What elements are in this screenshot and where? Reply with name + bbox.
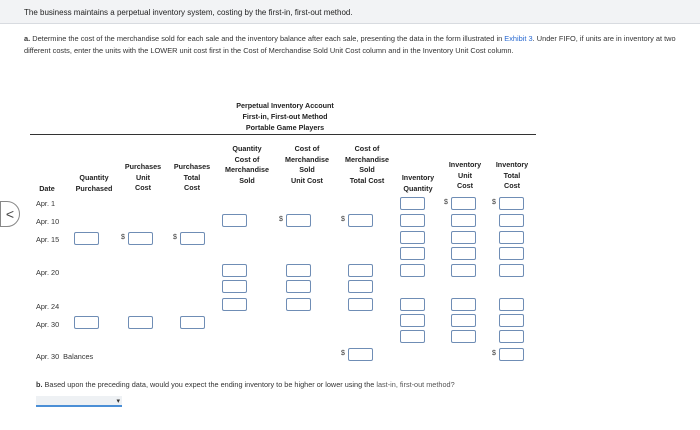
part-b-text: Based upon the preceding data, would you expect the ending inventory to be higher or lower using the <box>42 380 377 389</box>
inventory-unit-cost-input[interactable] <box>451 330 476 343</box>
cms-quantity-input[interactable] <box>222 264 247 277</box>
inventory-unit-cost-input[interactable] <box>451 231 476 244</box>
inventory-total-cost-input[interactable] <box>499 330 524 343</box>
inventory-unit-cost-input[interactable] <box>451 214 476 227</box>
part-a-text: Determine the cost of the merchandise sold for each sale and the inventory balance after each sale, presenting the data in the form illustrated in <box>30 34 505 43</box>
purchase-total-cost-input[interactable] <box>180 232 205 245</box>
inventory-quantity-input[interactable] <box>400 197 425 210</box>
row-date-apr-10: Apr. 10 <box>36 217 60 226</box>
currency-sign: $ <box>341 350 345 357</box>
balance-inventory-total-input[interactable] <box>499 348 524 361</box>
table-rule-top <box>30 134 536 135</box>
inventory-unit-cost-input[interactable] <box>451 264 476 277</box>
purchase-quantity-input[interactable] <box>74 316 99 329</box>
inventory-total-cost-input[interactable] <box>499 247 524 260</box>
row-date-apr-1: Apr. 1 <box>36 199 56 208</box>
currency-sign: $ <box>341 216 345 223</box>
problem-header <box>0 0 700 24</box>
currency-sign: $ <box>444 199 448 206</box>
header-cms-total-cost: Cost of Merchandise Sold Total Cost <box>345 144 389 185</box>
currency-sign: $ <box>492 350 496 357</box>
higher-lower-select[interactable] <box>36 396 122 407</box>
row-date-balances: Apr. 30 Balances <box>36 352 94 361</box>
header-inventory-unit-cost: Inventory Unit Cost <box>448 160 482 190</box>
cms-quantity-input[interactable] <box>222 298 247 311</box>
account-title: Perpetual Inventory Account <box>236 101 334 110</box>
inventory-unit-cost-input[interactable] <box>451 314 476 327</box>
balance-cms-total-input[interactable] <box>348 348 373 361</box>
inventory-unit-cost-input[interactable] <box>451 247 476 260</box>
row-date-apr-24: Apr. 24 <box>36 302 60 311</box>
header-purchases-unit-cost: Purchases Unit Cost <box>124 162 162 192</box>
inventory-unit-cost-input[interactable] <box>451 197 476 210</box>
currency-sign: $ <box>279 216 283 223</box>
header-purchases-total-cost: Purchases Total Cost <box>173 162 211 192</box>
chevron-down-icon: ▾ <box>116 398 120 405</box>
part-a-label: a. <box>24 34 31 43</box>
inventory-quantity-input[interactable] <box>400 264 425 277</box>
problem-intro: The business maintains a perpetual inventory system, costing by the first-in, first-out method. <box>24 8 353 17</box>
part-a-instructions <box>24 33 686 57</box>
exhibit-link[interactable]: Exhibit 3 <box>504 34 533 43</box>
row-date-apr-15: Apr. 15 <box>36 235 60 244</box>
inventory-quantity-input[interactable] <box>400 330 425 343</box>
header-inventory-total-cost: Inventory Total Cost <box>495 160 529 190</box>
cms-unit-cost-input[interactable] <box>286 280 311 293</box>
row-date-apr-20: Apr. 20 <box>36 268 60 277</box>
inventory-total-cost-input[interactable] <box>499 214 524 227</box>
cms-quantity-input[interactable] <box>222 214 247 227</box>
part-b-text-method: last-in, first-out method? <box>376 380 455 389</box>
header-quantity-cms: Quantity Cost of Merchandise Sold <box>225 144 269 185</box>
inventory-quantity-input[interactable] <box>400 314 425 327</box>
part-b-label: b. <box>36 380 43 389</box>
inventory-total-cost-input[interactable] <box>499 264 524 277</box>
purchase-unit-cost-input[interactable] <box>128 232 153 245</box>
cms-total-cost-input[interactable] <box>348 298 373 311</box>
part-a-text-2: . Under FIFO, if units are in inventory at two different costs, enter the units with the LOWER unit cost first in the Cost of Merchandise Sold Unit Cost column and in the Inventory Unit Cost column. <box>24 34 676 56</box>
currency-sign: $ <box>121 234 125 241</box>
header-inventory-quantity: Inventory Quantity <box>401 173 435 193</box>
cms-unit-cost-input[interactable] <box>286 298 311 311</box>
cms-total-cost-input[interactable] <box>348 280 373 293</box>
purchase-total-cost-input[interactable] <box>180 316 205 329</box>
inventory-total-cost-input[interactable] <box>499 197 524 210</box>
cms-unit-cost-input[interactable] <box>286 214 311 227</box>
product-title: Portable Game Players <box>245 123 325 132</box>
row-date-apr-30: Apr. 30 <box>36 320 60 329</box>
inventory-quantity-input[interactable] <box>400 247 425 260</box>
inventory-total-cost-input[interactable] <box>499 314 524 327</box>
inventory-quantity-input[interactable] <box>400 214 425 227</box>
header-date: Date <box>39 184 55 193</box>
header-cms-unit-cost: Cost of Merchandise Sold Unit Cost <box>285 144 329 185</box>
back-arrow-icon[interactable]: < <box>0 201 20 227</box>
currency-sign: $ <box>173 234 177 241</box>
inventory-total-cost-input[interactable] <box>499 298 524 311</box>
inventory-quantity-input[interactable] <box>400 231 425 244</box>
cms-total-cost-input[interactable] <box>348 214 373 227</box>
inventory-total-cost-input[interactable] <box>499 231 524 244</box>
cms-total-cost-input[interactable] <box>348 264 373 277</box>
inventory-unit-cost-input[interactable] <box>451 298 476 311</box>
method-title: First-in, First-out Method <box>242 112 328 121</box>
inventory-quantity-input[interactable] <box>400 298 425 311</box>
purchase-unit-cost-input[interactable] <box>128 316 153 329</box>
purchase-quantity-input[interactable] <box>74 232 99 245</box>
cms-unit-cost-input[interactable] <box>286 264 311 277</box>
part-b-question <box>36 380 455 389</box>
cms-quantity-input[interactable] <box>222 280 247 293</box>
currency-sign: $ <box>492 199 496 206</box>
header-quantity-purchased: Quantity Purchased <box>75 173 113 193</box>
